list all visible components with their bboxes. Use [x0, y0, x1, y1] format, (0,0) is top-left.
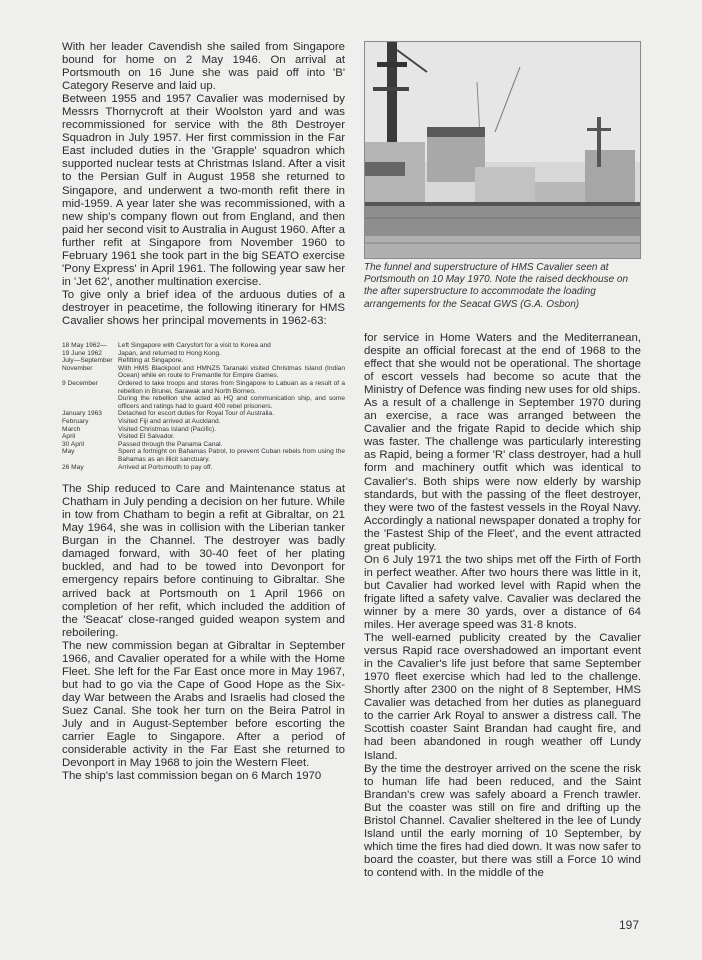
photo-caption: The funnel and superstructure of HMS Cavalier seen at Portsmouth on 10 May 1970. Note the raised deckhouse on the after superstructure to accommodate the loading arrangements for the Seacat GWS (G.A. Osbon) [364, 262, 629, 310]
paragraph: As a result of a challenge in September 1970 during an exercise, a race was arranged between the Cavalier and the frigate Rapid to decide which ship was faster. The challenge was particularly interesting as Rapid, being a former 'R' class destroyer, had a hull form and machinery outfit which was identical to Cavalier's. Both ships were now elderly by warship standards, but with the passing of the fleet destroyer, they were two of the fastest vessels in the Royal Navy. Accordingly a national newspaper donated a trophy for the 'Fastest Ship of the Fleet', and the event attracted great publicity. [364, 397, 641, 553]
itinerary-date: March [62, 425, 81, 433]
left-column [62, 41, 345, 783]
itinerary-row [62, 433, 345, 441]
itinerary-list [62, 342, 345, 471]
paragraph: The ship's last commission began on 6 March 1970 [62, 770, 322, 783]
itinerary-row [62, 464, 345, 472]
itinerary-date: 26 May [62, 463, 84, 471]
itinerary-row [62, 426, 345, 434]
itinerary-date: 19 June 1962 [62, 349, 102, 357]
ship-photo [364, 41, 641, 259]
itinerary-row [62, 342, 345, 350]
itinerary-text: Ordered to take troops and stores from Singapore to Labuan as a result of a rebellion in Brunei, Sarawak and North Borneo. [118, 380, 345, 395]
itinerary-date: November [62, 364, 93, 372]
itinerary-row [62, 410, 345, 418]
itinerary-text: Passed through the Panama Canal. [118, 440, 223, 448]
paragraph: By the time the destroyer arrived on the scene the risk to human life had been reduced, and the Saint Brandan's crew was safely aboard a French trawler. But the coaster was still on fire and drifting up the Bristol Channel. Cavalier sheltered in the lee of Lundy Island until the early morning of 10 September, by which time the fires had died down. It was now safer to board the coaster, but there was still a Force 10 wind to contend with. In the middle of the [364, 762, 641, 879]
page-number: 197 [619, 918, 640, 932]
itinerary-row [62, 441, 345, 449]
paragraph: The new commission began at Gibraltar in September 1966, and Cavalier operated for a while with the Home Fleet. She left for the Far East once more in May 1967, but had to go via the Cape of Good Hope as the Six-day War between the Arabs and Israelis had closed the Suez Canal. She took her turn on the Beira Patrol in July and in August-September before escorting the carrier Eagle to Singapore. After a period of considerable activity in the Far East she returned to Devonport in May 1968 to join the Western Fleet. [62, 639, 345, 770]
itinerary-text: Visited Christmas Island (Pacific). [118, 425, 217, 433]
itinerary-date: 18 May 1962— [62, 342, 107, 350]
paragraph: With her leader Cavendish she sailed from Singapore bound for home on 2 May 1946. On arrival at Portsmouth on 16 June she was paid off into 'B' Category Reserve and laid up. [62, 41, 345, 93]
itinerary-date: 9 December [62, 380, 98, 387]
itinerary-text: Arrived at Portsmouth to pay off. [118, 463, 213, 471]
itinerary-row [62, 365, 345, 380]
itinerary-text: During the rebellion she acted as HQ and communication ship, and some officers and ratings had to guard 400 rebel prisoners. [118, 395, 345, 410]
itinerary-text: Refitting at Singapore. [118, 357, 184, 365]
itinerary-text: With HMS Blackpool and HMNZS Taranaki visited Christmas Island (Indian Ocean) while en route to Fremantle for Empire Games. [118, 364, 345, 380]
itinerary-text: Detached for escort duties for Royal Tour of Australia. [118, 410, 275, 418]
itinerary-date: May [62, 448, 75, 456]
paragraph: The Ship reduced to Care and Maintenance status at Chatham in July pending a decision on her future. While in tow from Chatham to begin a refit at Gibraltar, on 21 May 1964, she was in collision with the Liberian tanker Burgan in the Channel. The destroyer was badly damaged forward, with 30-40 feet of her plating buckled, and had to be towed into Devonport for emergency repairs before continuing to Gibraltar. She arrived back at Portsmouth on 1 April 1966 on completion of her refit, which included the addition of the 'Seacat' close-ranged guided weapon system and reboilering. [62, 483, 345, 639]
itinerary-text: Left Singapore with Carysfort for a visit to Korea and [118, 342, 271, 350]
paragraph: Between 1955 and 1957 Cavalier was modernised by Messrs Thornycroft at their Woolston yard and was recommissioned for service with the 8th Destroyer Squadron in July 1957. Her first commission in the Far East included duties in the 'Grapple' squadron which supported nuclear tests at Christmas Island. After a visit to the Persian Gulf in August 1958 she returned to Singapore, and underwent a two-month refit there in mid-1959. A year later she was recommissioned, with a new ship's company flown out from England, and then paid her second visit to Australia in August 1960. After a further refit at Singapore from November 1960 to February 1961 she took part in the big SEATO exercise 'Pony Express' in April 1961. The following year saw her in 'Jet 62', another multination exercise. [62, 93, 345, 288]
itinerary-text: Spent a fortnight on Bahamas Patrol, to prevent Cuban rebels from using the Bahamas as an illicit sanctuary. [118, 448, 345, 463]
itinerary-row [62, 380, 345, 395]
paragraph: The well-earned publicity created by the Cavalier versus Rapid race overshadowed an important event in the Cavalier's life just before that same September 1970 fleet exercise which had led to the challenge. Shortly after 2300 on the night of 8 September, HMS Cavalier was detached from her duties as planeguard to the carrier Ark Royal to answer a distress call. The Scottish coaster Saint Brandan had caught fire, and had been abandoned in rough weather off Lundy Island. [364, 632, 641, 762]
itinerary-text: Visited Fiji and arrived at Auckland. [118, 417, 221, 425]
paragraph: To give only a brief idea of the arduous duties of a destroyer in peacetime, the following itinerary for HMS Cavalier shows her principal movements in 1962-63: [62, 288, 345, 327]
itinerary-date [62, 395, 118, 410]
itinerary-date: February [62, 417, 89, 425]
itinerary-date: 30 April [62, 440, 84, 448]
itinerary-row [62, 350, 345, 358]
right-column [364, 332, 641, 880]
itinerary-row [62, 357, 345, 365]
itinerary-date: April [62, 433, 76, 441]
itinerary-row [62, 448, 345, 463]
itinerary-date: January 1963 [62, 410, 102, 418]
itinerary-row [62, 395, 345, 410]
itinerary-text: Visited El Salvador. [118, 433, 175, 441]
itinerary-text: Japan, and returned to Hong Kong. [118, 349, 222, 357]
itinerary-row [62, 418, 345, 426]
paragraph: On 6 July 1971 the two ships met off the Firth of Forth in perfect weather. After two hours there was little in it, but Cavalier had worked level with Rapid when the frigate lifted a safety valve. Cavalier was declared the winner by a mere 30 yards, over a distance of 64 miles. Her average speed was 31·8 knots. [364, 553, 641, 632]
itinerary-date: July—September [62, 357, 113, 365]
paragraph: for service in Home Waters and the Mediterranean, despite an official forecast at the end of 1968 to the effect that she would not be operational. The shortage of escort vessels had become so acute that the Ministry of Defence was finding new uses for old ships. [364, 332, 641, 397]
